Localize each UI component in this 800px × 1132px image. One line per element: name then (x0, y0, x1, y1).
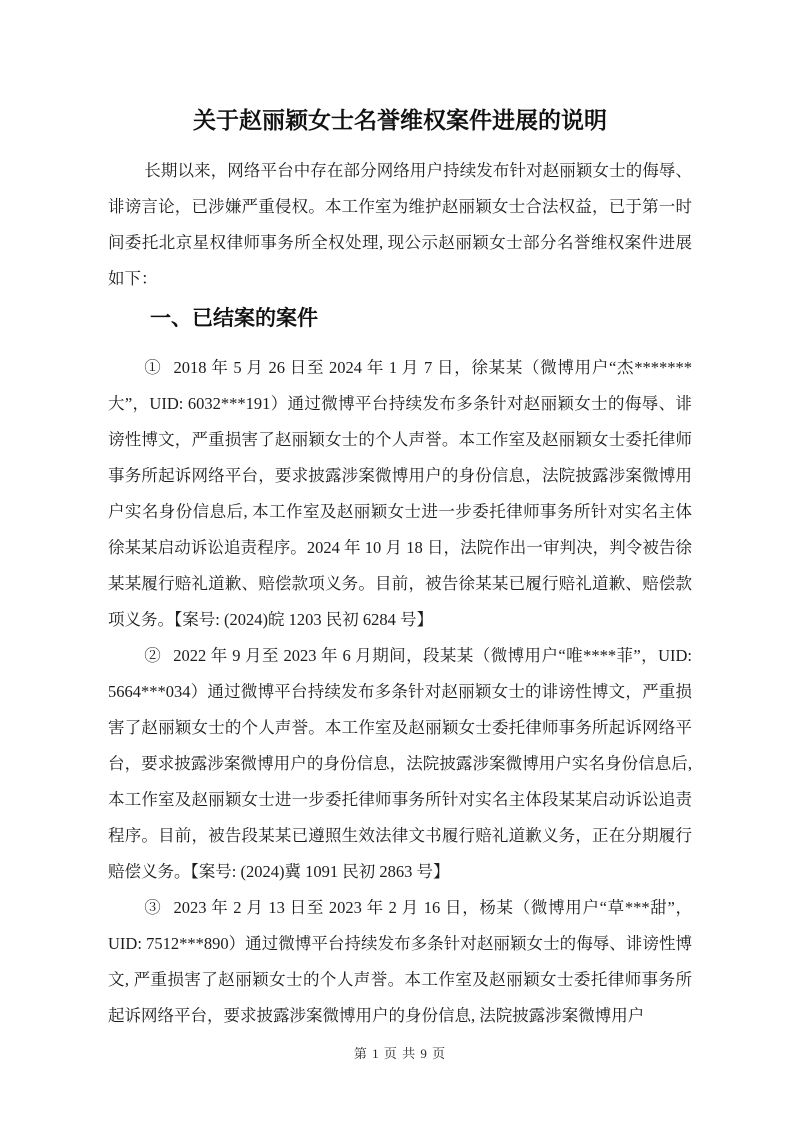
case-text: 2018 年 5 月 26 日至 2024 年 1 月 7 日，徐某某（微博用户“杰*******大”，UID: 6032***191）通过微博平台持续发布多条针对赵丽颖女士的侮辱、诽谤性博文，严重损害了赵丽颖女士的个人声誉。本工作室及赵丽颖女士委托律师事务所起诉网络平台，要求披露涉案微博用户的身份信息，法院披露涉案微博用户实名身份信息后, 本工作室及赵丽颖女士进一步委托律师事务所针对实名主体徐某某启动诉讼追责程序。2024 年 10 月 18 日，法院作出一审判决，判令被告徐某某履行赔礼道歉、赔偿款项义务。目前，被告徐某某已履行赔礼道歉、赔偿款项义务。【案号: (2024)皖 1203 民初 6284 号】 (108, 358, 692, 629)
document-title: 关于赵丽颖女士名誉维权案件进展的说明 (193, 107, 607, 133)
section-heading-closed-cases: 一、已结案的案件 (150, 307, 318, 330)
case-number-icon: ③ (144, 898, 162, 917)
intro-paragraph: 长期以来，网络平台中存在部分网络用户持续发布针对赵丽颖女士的侮辱、诽谤言论，已涉嫌严重侵权。本工作室为维护赵丽颖女士合法权益，已于第一时间委托北京星权律师事务所全权处理, 现公示赵丽颖女士部分名誉维权案件进展如下： (108, 161, 692, 288)
case-paragraph-2 (108, 638, 692, 890)
case-paragraph-1 (108, 350, 692, 638)
case-text: 2022 年 9 月至 2023 年 6 月期间，段某某（微博用户“唯****菲”，UID: 5664***034）通过微博平台持续发布多条针对赵丽颖女士的诽谤性博文，严重损害了赵丽颖女士的个人声誉。本工作室及赵丽颖女士委托律师事务所起诉网络平台，要求披露涉案微博用户的身份信息，法院披露涉案微博用户实名身份信息后, 本工作室及赵丽颖女士进一步委托律师事务所针对实名主体段某某启动诉讼追责程序。目前，被告段某某已遵照生效法律文书履行赔礼道歉义务，正在分期履行赔偿义务。【案号: (2024)冀 1091 民初 2863 号】 (108, 646, 693, 881)
case-text: 2023 年 2 月 13 日至 2023 年 2 月 16 日，杨某（微博用户“草***甜”，UID: 7512***890）通过微博平台持续发布多条针对赵丽颖女士的侮辱、诽谤性博文, 严重损害了赵丽颖女士的个人声誉。本工作室及赵丽颖女士委托律师事务所起诉网络平台，要求披露涉案微博用户的身份信息, 法院披露涉案微博用户 (108, 898, 692, 1025)
case-number-icon: ② (144, 646, 162, 665)
page-number: 第 1 页 共 9 页 (353, 1046, 447, 1061)
case-paragraph-3 (108, 890, 692, 1034)
case-number-icon: ① (144, 358, 162, 377)
